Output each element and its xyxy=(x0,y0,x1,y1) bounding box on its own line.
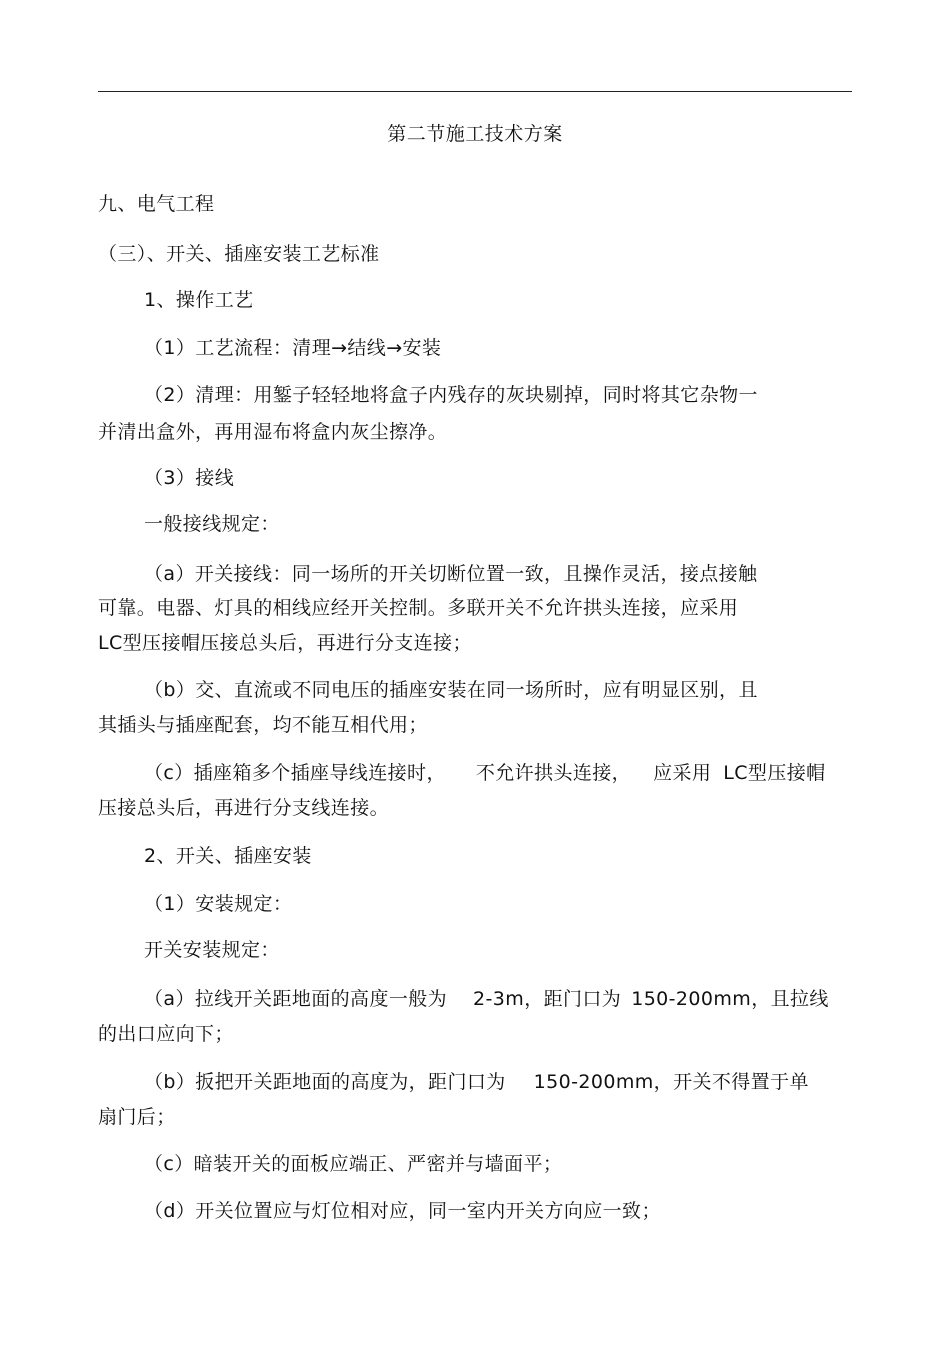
header-rule xyxy=(98,91,852,92)
paragraph-switch-rules: 开关安装规定： xyxy=(144,939,280,961)
step-heading-1: 1、操作工艺 xyxy=(144,289,254,311)
switch-rule-b-line1 xyxy=(144,1068,809,1096)
rule-c-part2: 不允许拱头连接， xyxy=(475,762,632,784)
paragraph-process: （1）工艺流程：清理→结线→安装 xyxy=(144,337,442,359)
switch-rule-b-line2: 扇门后； xyxy=(98,1106,176,1128)
rule-c-line1 xyxy=(144,759,826,787)
subsection-heading: （三）、开关、插座安装工艺标准 xyxy=(98,243,380,265)
rule-c-part1: （c）插座箱多个插座导线连接时， xyxy=(144,762,446,784)
switch-rule-a-part3: 150-200mm，且拉线 xyxy=(631,988,829,1010)
rule-b-line2: 其插头与插座配套，均不能互相代用； xyxy=(98,714,428,736)
paragraph-install-rules: （1）安装规定： xyxy=(144,893,293,915)
step-heading-2: 2、开关、插座安装 xyxy=(144,845,312,867)
paragraph-wiring: （3）接线 xyxy=(144,467,235,489)
paragraph-cleanup-line2: 并清出盒外，再用湿布将盒内灰尘擦净。 xyxy=(98,421,448,443)
paragraph-wiring-rules: 一般接线规定： xyxy=(144,513,280,535)
rule-a-line1: （a）开关接线：同一场所的开关切断位置一致，且操作灵活，接点接触 xyxy=(144,563,758,585)
paragraph-cleanup-line1: （2）清理：用錾子轻轻地将盒子内残存的灰块剔掉，同时将其它杂物一 xyxy=(144,384,758,406)
switch-rule-b-part1: （b）扳把开关距地面的高度为，距门口为 xyxy=(144,1071,506,1093)
section-heading: 九、电气工程 xyxy=(98,193,215,215)
switch-rule-d: （d）开关位置应与灯位相对应，同一室内开关方向应一致； xyxy=(144,1200,661,1222)
switch-rule-b-part2: 150-200mm，开关不得置于单 xyxy=(533,1071,809,1093)
switch-rule-c: （c）暗装开关的面板应端正、严密并与墙面平； xyxy=(144,1153,563,1175)
switch-rule-a-line2: 的出口应向下； xyxy=(98,1023,234,1045)
rule-b-line1: （b）交、直流或不同电压的插座安装在同一场所时，应有明显区别，且 xyxy=(144,679,758,701)
page-title: 第二节施工技术方案 xyxy=(387,123,563,145)
switch-rule-a-line1 xyxy=(144,985,829,1013)
rule-c-part3: 应采用 xyxy=(653,762,712,784)
rule-a-line2: 可靠。电器、灯具的相线应经开关控制。多联开关不允许拱头连接，应采用 xyxy=(98,597,739,619)
rule-a-line3: LC型压接帽压接总头后，再进行分支连接； xyxy=(98,632,472,654)
rule-c-line2: 压接总头后，再进行分支线连接。 xyxy=(98,797,390,819)
switch-rule-a-part2: 2-3m，距门口为 xyxy=(473,988,622,1010)
switch-rule-a-part1: （a）拉线开关距地面的高度一般为 xyxy=(144,988,448,1010)
rule-c-part4: LC型压接帽 xyxy=(723,762,826,784)
